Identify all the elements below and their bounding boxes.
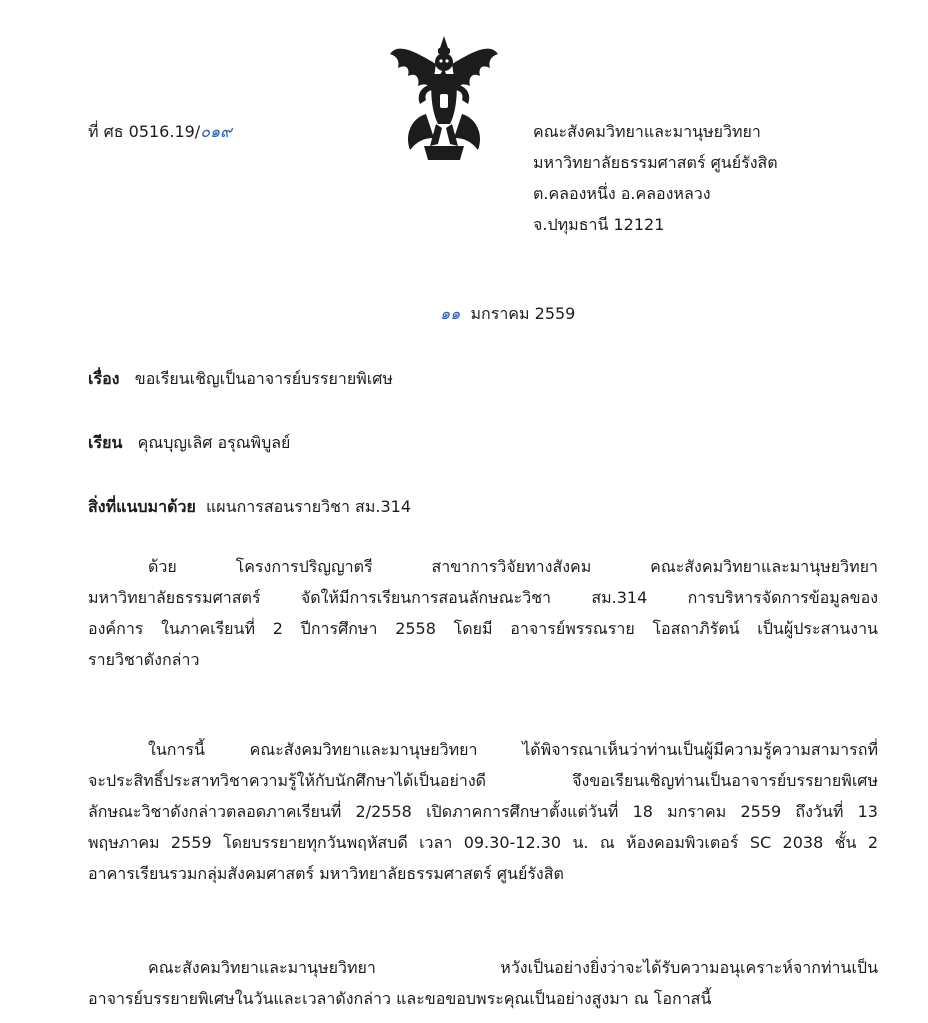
- date-month-year: มกราคม 2559: [470, 304, 576, 323]
- subject-line: [88, 367, 393, 392]
- document-number: [88, 120, 232, 145]
- document-number-handwritten: ๐๑๙: [200, 122, 232, 141]
- paragraph-line: ด้วย โครงการปริญญาตรี สาขาการวิจัยทางสังคม คณะสังคมวิทยาและมานุษยวิทยา: [148, 557, 878, 576]
- paragraph-line: คณะสังคมวิทยาและมานุษยวิทยา หวังเป็นอย่างยิ่งว่าจะได้รับความอนุเคราะห์จากท่านเป็น: [148, 958, 878, 977]
- garuda-emblem-icon: [386, 34, 502, 162]
- body-paragraph-3: [88, 952, 878, 1014]
- body-paragraph-1: [88, 551, 878, 675]
- letter-date: [440, 302, 575, 327]
- address-line: ต.คลองหนึ่ง อ.คลองหลวง: [533, 184, 711, 203]
- address-line: จ.ปทุมธานี 12121: [533, 215, 665, 234]
- recipient-line: [88, 431, 290, 456]
- recipient-name: คุณบุญเลิศ อรุณพิบูลย์: [137, 433, 291, 452]
- paragraph-line: พฤษภาคม 2559 โดยบรรยายทุกวันพฤหัสบดี เวลา 09.30-12.30 น. ณ ห้องคอมพิวเตอร์ SC 2038 ชั้น 2: [88, 833, 878, 852]
- paragraph-line: มหาวิทยาลัยธรรมศาสตร์ จัดให้มีการเรียนการสอนลักษณะวิชา สม.314 การบริหารจัดการข้อมูลของ: [88, 588, 878, 607]
- body-paragraph-2: [88, 734, 878, 889]
- recipient-label: เรียน: [88, 433, 123, 452]
- document-number-prefix: ที่ ศธ 0516.19/: [88, 122, 201, 141]
- paragraph-line: อาคารเรียนรวมกลุ่มสังคมศาสตร์ มหาวิทยาลัยธรรมศาสตร์ ศูนย์รังสิต: [88, 864, 564, 883]
- address-line: คณะสังคมวิทยาและมานุษยวิทยา: [533, 122, 761, 141]
- date-day-handwritten: ๑๑: [440, 304, 461, 323]
- enclosure-line: [88, 495, 411, 520]
- paragraph-line: ในการนี้ คณะสังคมวิทยาและมานุษยวิทยา ได้พิจารณาเห็นว่าท่านเป็นผู้มีความรู้ความสามารถที่: [148, 740, 878, 759]
- subject-label: เรื่อง: [88, 369, 120, 388]
- paragraph-line: จะประสิทธิ์ประสาทวิชาความรู้ให้กับนักศึกษาได้เป็นอย่างดี จึงขอเรียนเชิญท่านเป็นอาจารย์บรรยายพิเศษ: [88, 771, 878, 790]
- subject-text: ขอเรียนเชิญเป็นอาจารย์บรรยายพิเศษ: [134, 369, 393, 388]
- paragraph-line: ลักษณะวิชาดังกล่าวตลอดภาคเรียนที่ 2/2558 เปิดภาคการศึกษาตั้งแต่วันที่ 18 มกราคม 2559 ถึงวันที่ 13: [88, 802, 878, 821]
- paragraph-line: อาจารย์บรรยายพิเศษในวันและเวลาดังกล่าว และขอขอบพระคุณเป็นอย่างสูงมา ณ โอกาสนี้: [88, 989, 712, 1008]
- paragraph-line: รายวิชาดังกล่าว: [88, 650, 200, 669]
- enclosure-text: แผนการสอนรายวิชา สม.314: [205, 497, 411, 516]
- paragraph-line: องค์การ ในภาคเรียนที่ 2 ปีการศึกษา 2558 โดยมี อาจารย์พรรณราย โอสถาภิรัตน์ เป็นผู้ประสานงาน: [88, 619, 878, 638]
- address-line: มหาวิทยาลัยธรรมศาสตร์ ศูนย์รังสิต: [533, 153, 778, 172]
- enclosure-label: สิ่งที่แนบมาด้วย: [88, 497, 196, 516]
